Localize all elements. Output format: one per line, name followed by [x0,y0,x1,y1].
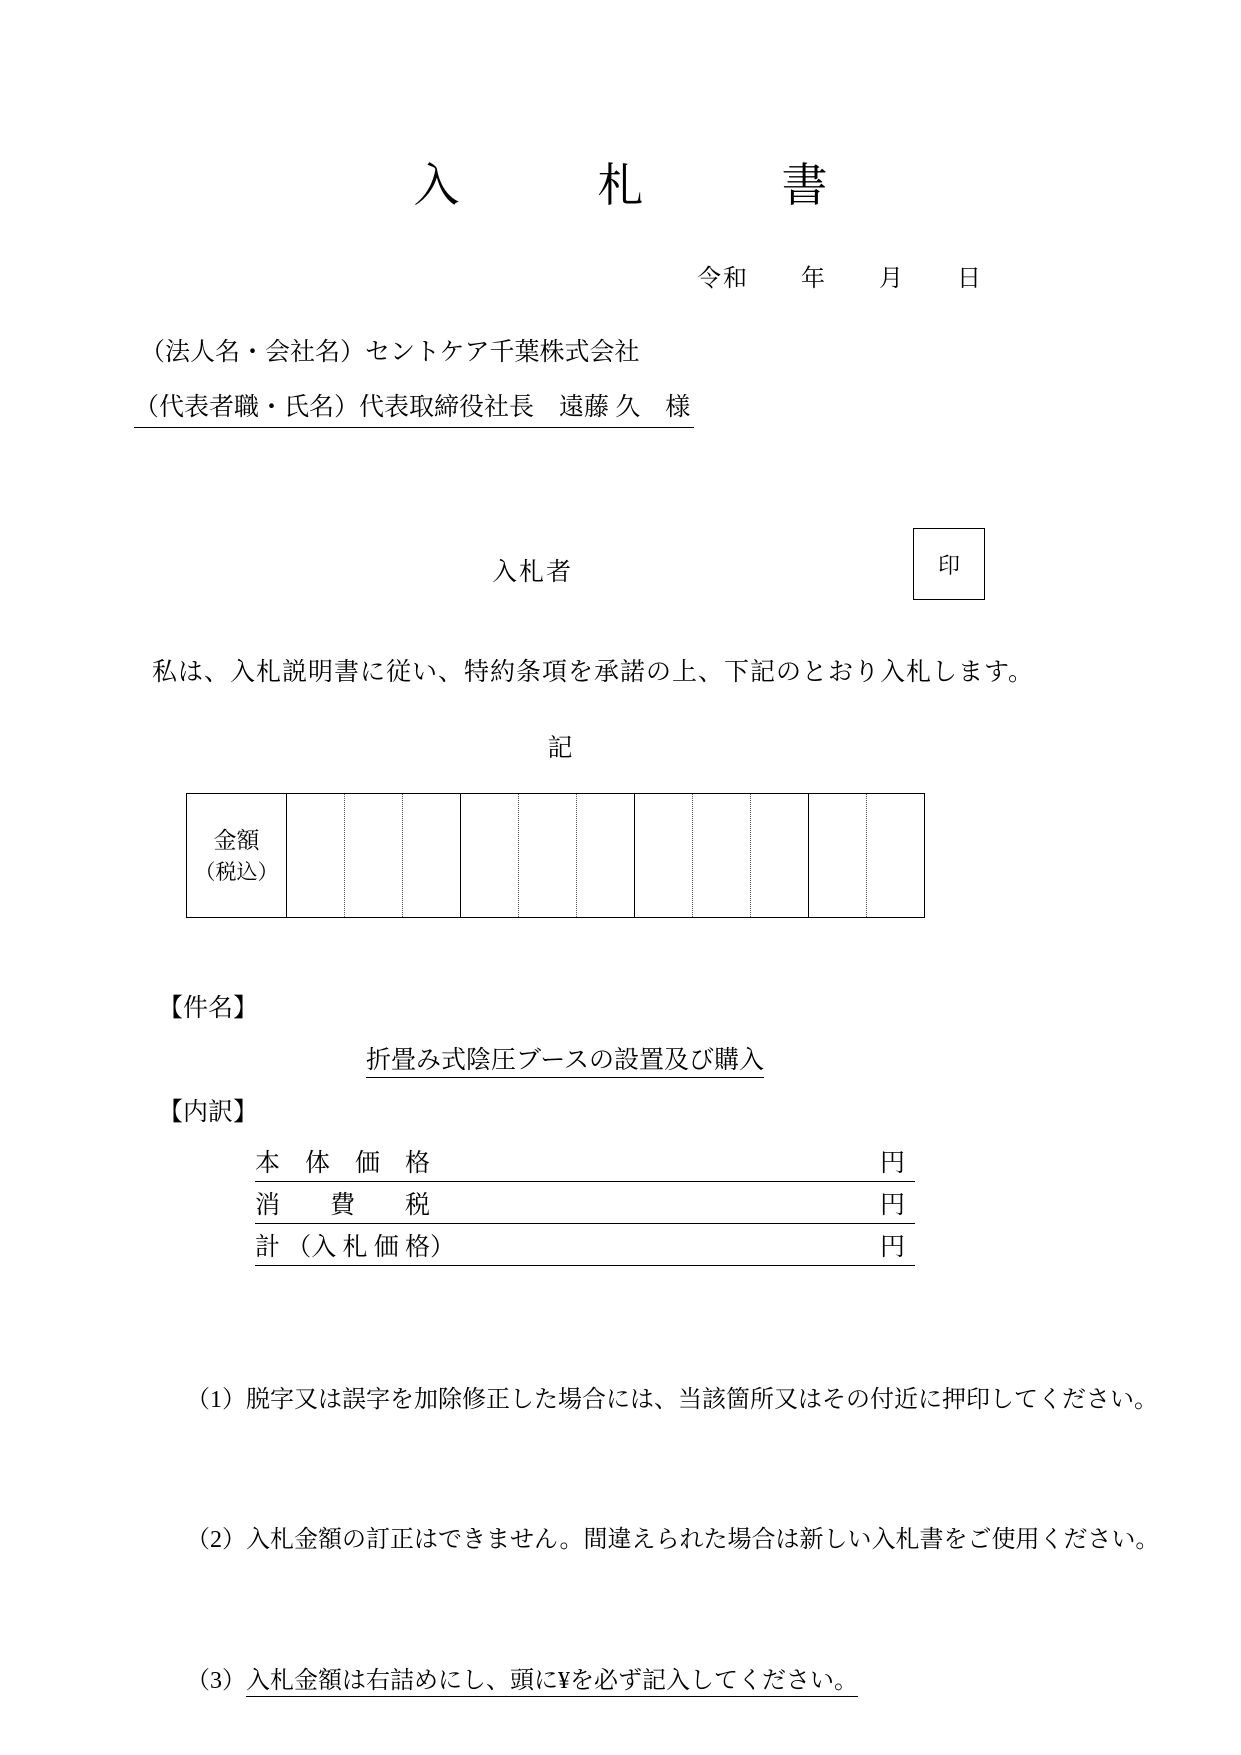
table-row [187,794,925,918]
seal-label: 印 [937,552,960,578]
amount-digit-cell-6[interactable] [577,794,635,918]
amount-digit-cell-8[interactable] [693,794,751,918]
amount-digit-cell-11[interactable] [867,794,925,918]
note-item-1 [150,1330,1158,1470]
note-number: （2） [186,1527,246,1554]
amount-digit-cell-9[interactable] [751,794,809,918]
amount-digit-cell-3[interactable] [403,794,461,918]
note-text: 入札金額は右詰めにし、頭に¥を必ず記入してください。 [246,1668,858,1697]
declaration-statement: 私は、入札説明書に従い、特約条項を承諾の上、下記のとおり入札します。 [152,659,1035,686]
breakdown-label: 計 （入 札 価 格） [255,1234,456,1261]
breakdown-table [255,1140,915,1266]
note-item-3 [150,1611,1150,1751]
breakdown-row-tax [255,1182,915,1224]
breakdown-label: 消 費 税 [255,1192,431,1219]
subject-value: 折畳み式陰圧ブースの設置及び購入 [366,1047,764,1078]
breakdown-row-base-price [255,1140,915,1182]
amount-digit-cell-10[interactable] [809,794,867,918]
amount-digit-cell-7[interactable] [635,794,693,918]
note-number: （3） [186,1667,246,1694]
amount-label-cell [187,794,287,918]
breakdown-label: 本 体 価 格 [255,1150,431,1177]
date-line: 令和 年 月 日 [697,266,983,292]
amount-digit-cell-1[interactable] [287,794,345,918]
note-text: 脱字又は誤字を加除修正した場合には、当該箇所又はその付近に押印してください。 [246,1386,1158,1413]
bidder-label: 入札者 [492,559,574,586]
amount-digit-cell-2[interactable] [345,794,403,918]
breakdown-unit: 円 [879,1192,905,1219]
note-item-2 [150,1470,1160,1610]
breakdown-unit: 円 [879,1150,905,1177]
amount-label-main: 金額 [213,827,260,853]
seal-stamp-box[interactable] [913,528,985,600]
amount-table [186,793,925,918]
addressee-company-line: （法人名・会社名）セントケア千葉株式会社 [140,339,640,366]
note-text: 入札金額の訂正はできません。間違えられた場合は新しい入札書をご使用ください。 [246,1527,1160,1554]
page-title: 入 札 書 [413,160,874,211]
subject-value-row [0,1040,1130,1076]
amount-digit-cell-4[interactable] [461,794,519,918]
ki-marker: 記 [547,735,573,762]
breakdown-heading: 【内訳】 [158,1099,259,1126]
notes-list [150,1330,1160,1751]
amount-digit-cell-5[interactable] [519,794,577,918]
subject-heading: 【件名】 [158,995,259,1022]
note-number: （1） [186,1386,246,1413]
breakdown-unit: 円 [879,1234,905,1261]
addressee-representative-line: （代表者職・氏名）代表取締役社長 遠藤 久 様 [134,387,694,428]
breakdown-row-total [255,1224,915,1266]
amount-label-sub: （税込） [194,859,279,884]
